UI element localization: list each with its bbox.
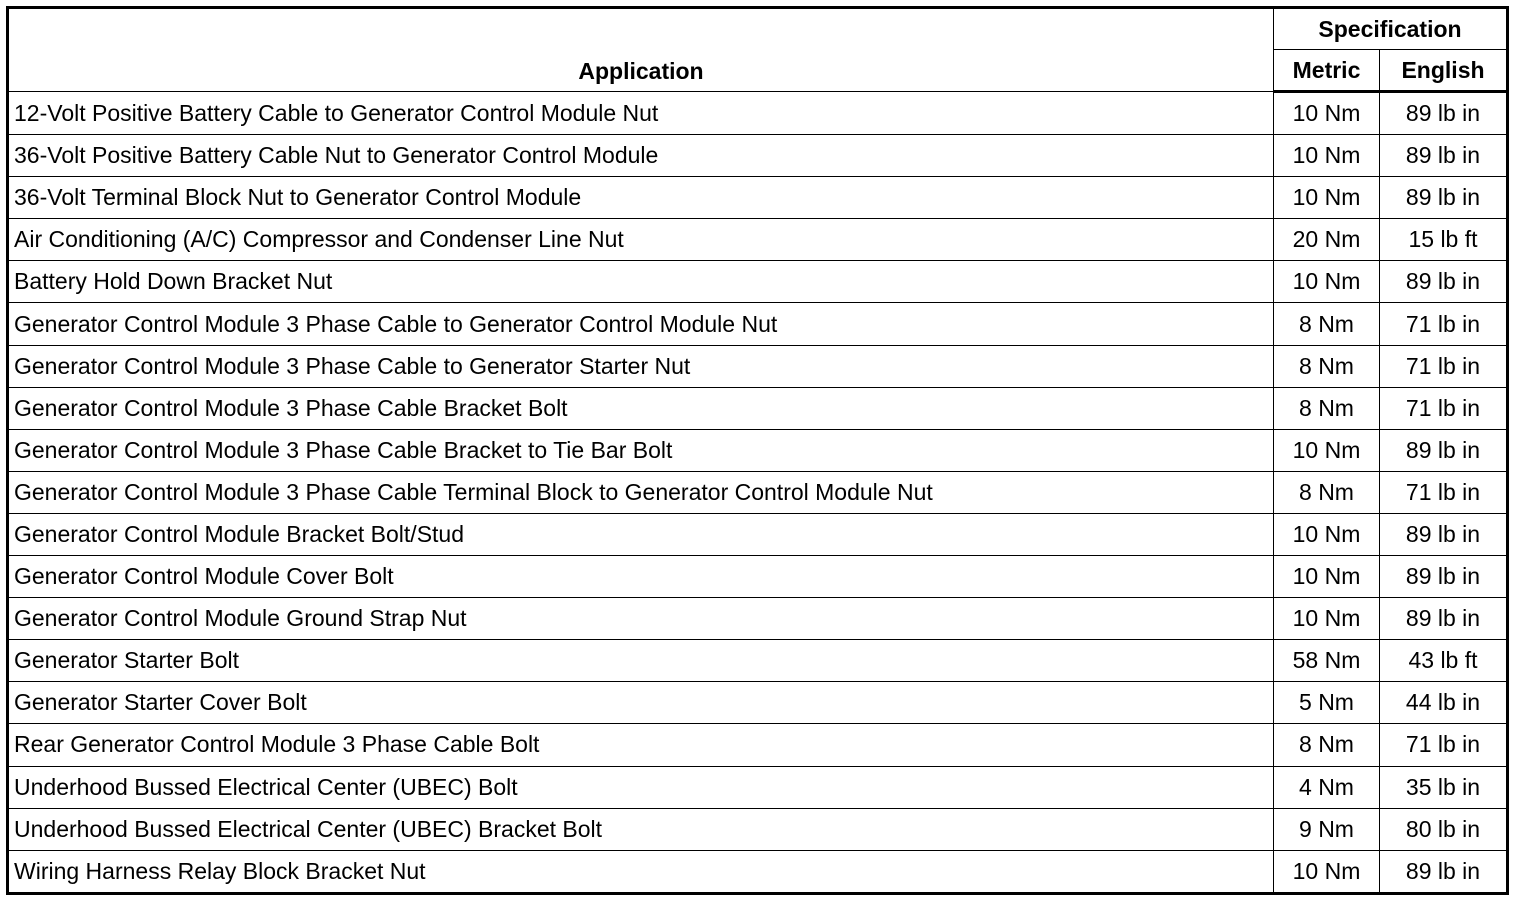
english-value-cell: 35 lb in — [1380, 766, 1508, 808]
metric-value-cell: 8 Nm — [1274, 724, 1380, 766]
english-value-cell: 89 lb in — [1380, 598, 1508, 640]
table-row — [8, 850, 1508, 893]
english-value-cell: 89 lb in — [1380, 850, 1508, 893]
table-row — [8, 261, 1508, 303]
application-cell: 12-Volt Positive Battery Cable to Generator Control Module Nut — [8, 92, 1274, 135]
metric-value-cell: 20 Nm — [1274, 219, 1380, 261]
english-value-cell: 80 lb in — [1380, 808, 1508, 850]
english-value-cell: 89 lb in — [1380, 177, 1508, 219]
table-row — [8, 513, 1508, 555]
english-value-cell: 89 lb in — [1380, 92, 1508, 135]
metric-value-cell: 8 Nm — [1274, 303, 1380, 345]
table-row — [8, 303, 1508, 345]
application-cell: Wiring Harness Relay Block Bracket Nut — [8, 850, 1274, 893]
metric-value-cell: 10 Nm — [1274, 135, 1380, 177]
table-header — [8, 8, 1508, 92]
application-cell: Generator Starter Cover Bolt — [8, 682, 1274, 724]
application-cell: Generator Control Module 3 Phase Cable Terminal Block to Generator Control Module Nut — [8, 471, 1274, 513]
metric-value-cell: 10 Nm — [1274, 850, 1380, 893]
english-value-cell: 89 lb in — [1380, 429, 1508, 471]
english-value-cell: 89 lb in — [1380, 556, 1508, 598]
metric-value-cell: 8 Nm — [1274, 387, 1380, 429]
table-row — [8, 682, 1508, 724]
english-value-cell: 15 lb ft — [1380, 219, 1508, 261]
application-cell: Battery Hold Down Bracket Nut — [8, 261, 1274, 303]
metric-value-cell: 10 Nm — [1274, 598, 1380, 640]
application-cell: Generator Control Module Bracket Bolt/Stud — [8, 513, 1274, 555]
english-value-cell: 71 lb in — [1380, 471, 1508, 513]
application-cell: Air Conditioning (A/C) Compressor and Condenser Line Nut — [8, 219, 1274, 261]
application-cell: Generator Control Module Ground Strap Nut — [8, 598, 1274, 640]
metric-value-cell: 8 Nm — [1274, 345, 1380, 387]
table-row — [8, 387, 1508, 429]
table-row — [8, 219, 1508, 261]
application-cell: Generator Control Module 3 Phase Cable Bracket to Tie Bar Bolt — [8, 429, 1274, 471]
metric-value-cell: 9 Nm — [1274, 808, 1380, 850]
metric-value-cell: 10 Nm — [1274, 429, 1380, 471]
english-value-cell: 71 lb in — [1380, 724, 1508, 766]
metric-value-cell: 10 Nm — [1274, 513, 1380, 555]
application-cell: Generator Control Module 3 Phase Cable to Generator Control Module Nut — [8, 303, 1274, 345]
application-cell: Generator Control Module 3 Phase Cable Bracket Bolt — [8, 387, 1274, 429]
table-body — [8, 92, 1508, 894]
english-value-cell: 89 lb in — [1380, 261, 1508, 303]
application-cell: Generator Control Module Cover Bolt — [8, 556, 1274, 598]
english-value-cell: 71 lb in — [1380, 387, 1508, 429]
table-row — [8, 640, 1508, 682]
specification-column-header: Specification — [1274, 8, 1508, 50]
header-row-top — [8, 8, 1508, 50]
metric-column-header: Metric — [1274, 50, 1380, 92]
table-row — [8, 724, 1508, 766]
application-cell: Generator Control Module 3 Phase Cable to Generator Starter Nut — [8, 345, 1274, 387]
fastener-specification-table — [6, 6, 1509, 895]
metric-value-cell: 10 Nm — [1274, 92, 1380, 135]
application-cell: Rear Generator Control Module 3 Phase Cable Bolt — [8, 724, 1274, 766]
application-column-header: Application — [8, 8, 1274, 92]
english-value-cell: 71 lb in — [1380, 303, 1508, 345]
english-value-cell: 89 lb in — [1380, 513, 1508, 555]
english-value-cell: 43 lb ft — [1380, 640, 1508, 682]
english-value-cell: 71 lb in — [1380, 345, 1508, 387]
metric-value-cell: 4 Nm — [1274, 766, 1380, 808]
metric-value-cell: 5 Nm — [1274, 682, 1380, 724]
table-row — [8, 766, 1508, 808]
application-cell: Underhood Bussed Electrical Center (UBEC) Bolt — [8, 766, 1274, 808]
metric-value-cell: 8 Nm — [1274, 471, 1380, 513]
table-row — [8, 92, 1508, 135]
application-cell: 36-Volt Terminal Block Nut to Generator Control Module — [8, 177, 1274, 219]
metric-value-cell: 58 Nm — [1274, 640, 1380, 682]
application-cell: Underhood Bussed Electrical Center (UBEC) Bracket Bolt — [8, 808, 1274, 850]
metric-value-cell: 10 Nm — [1274, 556, 1380, 598]
application-cell: Generator Starter Bolt — [8, 640, 1274, 682]
table-row — [8, 135, 1508, 177]
table-row — [8, 598, 1508, 640]
english-value-cell: 44 lb in — [1380, 682, 1508, 724]
metric-value-cell: 10 Nm — [1274, 261, 1380, 303]
table-row — [8, 808, 1508, 850]
table-row — [8, 177, 1508, 219]
table-row — [8, 556, 1508, 598]
application-cell: 36-Volt Positive Battery Cable Nut to Generator Control Module — [8, 135, 1274, 177]
english-column-header: English — [1380, 50, 1508, 92]
table-row — [8, 429, 1508, 471]
table-row — [8, 345, 1508, 387]
metric-value-cell: 10 Nm — [1274, 177, 1380, 219]
table-row — [8, 471, 1508, 513]
english-value-cell: 89 lb in — [1380, 135, 1508, 177]
